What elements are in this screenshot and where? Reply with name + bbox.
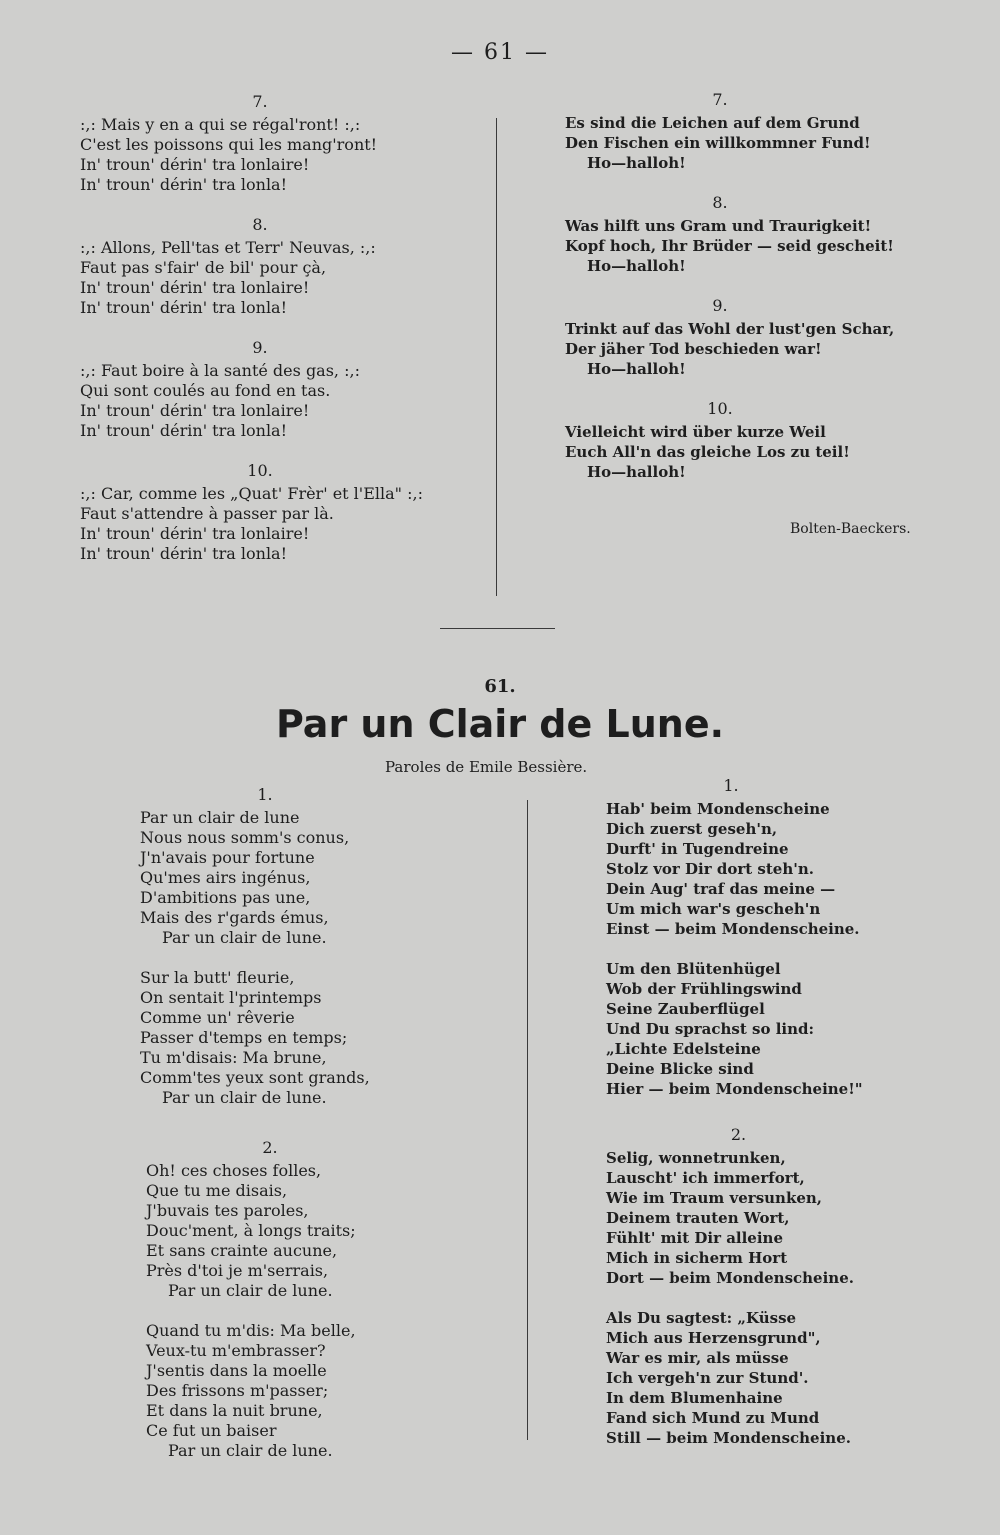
verse-line: Ho—halloh! bbox=[587, 360, 686, 378]
verse-line: Wob der Frühlingswind bbox=[606, 980, 802, 998]
verse-line: Es sind die Leichen auf dem Grund bbox=[565, 114, 860, 132]
verse-line: Veux-tu m'embrasser? bbox=[146, 1341, 326, 1360]
verse-line: Den Fischen ein willkommner Fund! bbox=[565, 134, 871, 152]
verse-line: Qui sont coulés au fond en tas. bbox=[80, 381, 331, 400]
verse-line: :,: Faut boire à la santé des gas, :,: bbox=[80, 361, 360, 380]
stanza bbox=[606, 799, 946, 939]
verse-line: Still — beim Mondenscheine. bbox=[606, 1429, 851, 1447]
verse-line: Deinem trauten Wort, bbox=[606, 1209, 790, 1227]
verse-line: :,: Car, comme les „Quat' Frèr' et l'Ella" :,: bbox=[80, 484, 423, 503]
author-signature: Bolten-Baeckers. bbox=[790, 521, 911, 537]
verse-line: Hier — beim Mondenscheine!" bbox=[606, 1080, 863, 1098]
verse-line: In' troun' dérin' tra lonla! bbox=[80, 421, 288, 440]
stanza-number: 2. bbox=[730, 1125, 747, 1144]
verse-line: In' troun' dérin' tra lonlaire! bbox=[80, 401, 310, 420]
verse-line: Nous nous somm's conus, bbox=[140, 828, 350, 847]
verse-line: Près d'toi je m'serrais, bbox=[146, 1261, 329, 1280]
stanza bbox=[140, 968, 500, 1108]
stanza bbox=[80, 484, 480, 564]
verse-line: In' troun' dérin' tra lonlaire! bbox=[80, 524, 310, 543]
verse-line: War es mir, als müsse bbox=[606, 1349, 789, 1367]
stanza-number: 10. bbox=[707, 399, 733, 418]
bottom-left-column bbox=[140, 785, 500, 1481]
stanza bbox=[80, 238, 480, 318]
song-title: Par un Clair de Lune. bbox=[275, 702, 725, 746]
verse-line: Ich vergeh'n zur Stund'. bbox=[606, 1369, 809, 1387]
verse-line: Um den Blütenhügel bbox=[606, 960, 781, 978]
verse-line: C'est les poissons qui les mang'ront! bbox=[80, 135, 378, 154]
verse-line: Als Du sagtest: „Küsse bbox=[606, 1309, 797, 1327]
page-number: — 61 — bbox=[451, 40, 549, 65]
verse-line: Que tu me disais, bbox=[146, 1181, 288, 1200]
verse-line: In dem Blumenhaine bbox=[606, 1389, 783, 1407]
top-right-column bbox=[565, 90, 945, 502]
verse-line: In' troun' dérin' tra lonlaire! bbox=[80, 155, 310, 174]
verse-line: Vielleicht wird über kurze Weil bbox=[565, 423, 826, 441]
verse-line: J'n'avais pour fortune bbox=[140, 848, 315, 867]
verse-line: Faut pas s'fair' de bil' pour çà, bbox=[80, 258, 327, 277]
verse-line: Ho—halloh! bbox=[587, 154, 686, 172]
verse-line: D'ambitions pas une, bbox=[140, 888, 311, 907]
verse-line: Comme un' rêverie bbox=[140, 1008, 295, 1027]
verse-line: :,: Allons, Pell'tas et Terr' Neuvas, :,: bbox=[80, 238, 376, 257]
verse-line: Seine Zauberflügel bbox=[606, 1000, 765, 1018]
stanza bbox=[140, 808, 500, 948]
stanza bbox=[565, 216, 945, 276]
verse-line: Ho—halloh! bbox=[587, 463, 686, 481]
verse-line: Faut s'attendre à passer par là. bbox=[80, 504, 334, 523]
verse-line: In' troun' dérin' tra lonla! bbox=[80, 544, 288, 563]
verse-line: Um mich war's gescheh'n bbox=[606, 900, 821, 918]
bottom-right-column bbox=[606, 776, 946, 1468]
stanza-number: 9. bbox=[252, 338, 268, 357]
stanza bbox=[140, 1321, 500, 1461]
verse-line: In' troun' dérin' tra lonla! bbox=[80, 175, 288, 194]
column-divider bbox=[527, 800, 528, 1440]
verse-line: Dich zuerst geseh'n, bbox=[606, 820, 778, 838]
verse-line: „Lichte Edelsteine bbox=[606, 1040, 761, 1058]
verse-line: Fühlt' mit Dir alleine bbox=[606, 1229, 783, 1247]
verse-refrain: Par un clair de lune. bbox=[162, 928, 327, 947]
verse-line: Ho—halloh! bbox=[587, 257, 686, 275]
stanza bbox=[565, 422, 945, 482]
verse-line: Tu m'disais: Ma brune, bbox=[140, 1048, 327, 1067]
stanza-number: 2. bbox=[262, 1138, 278, 1157]
verse-line: Trinkt auf das Wohl der lust'gen Schar, bbox=[565, 320, 895, 338]
verse-line: Kopf hoch, Ihr Brüder — seid gescheit! bbox=[565, 237, 894, 255]
verse-line: Fand sich Mund zu Mund bbox=[606, 1409, 820, 1427]
verse-line: J'buvais tes paroles, bbox=[146, 1201, 309, 1220]
stanza-number: 1. bbox=[257, 785, 273, 804]
verse-line: Par un clair de lune bbox=[140, 808, 300, 827]
stanza bbox=[606, 1308, 946, 1448]
verse-line: Euch All'n das gleiche Los zu teil! bbox=[565, 443, 850, 461]
stanza-number: 9. bbox=[712, 296, 728, 315]
stanza-number: 7. bbox=[712, 90, 728, 109]
stanza-number: 10. bbox=[247, 461, 273, 480]
top-left-column bbox=[80, 92, 480, 584]
stanza bbox=[140, 1161, 500, 1301]
section-divider bbox=[440, 628, 555, 629]
song-number: 61. bbox=[484, 676, 516, 697]
verse-line: Oh! ces choses folles, bbox=[146, 1161, 322, 1180]
verse-line: Und Du sprachst so lind: bbox=[606, 1020, 815, 1038]
stanza bbox=[606, 959, 946, 1099]
verse-line: Et dans la nuit brune, bbox=[146, 1401, 323, 1420]
verse-line: Dein Aug' traf das meine — bbox=[606, 880, 836, 898]
verse-line: Hab' beim Mondenscheine bbox=[606, 800, 830, 818]
verse-line: Durft' in Tugendreine bbox=[606, 840, 789, 858]
verse-line: Des frissons m'passer; bbox=[146, 1381, 329, 1400]
verse-line: Dort — beim Mondenscheine. bbox=[606, 1269, 854, 1287]
stanza bbox=[565, 113, 945, 173]
column-divider bbox=[496, 118, 497, 596]
verse-refrain: Par un clair de lune. bbox=[168, 1441, 333, 1460]
verse-line: Wie im Traum versunken, bbox=[606, 1189, 823, 1207]
verse-line: Qu'mes airs ingénus, bbox=[140, 868, 311, 887]
stanza bbox=[80, 115, 480, 195]
stanza-number: 7. bbox=[252, 92, 268, 111]
verse-line: On sentait l'printemps bbox=[140, 988, 322, 1007]
stanza bbox=[565, 319, 945, 379]
verse-line: Selig, wonnetrunken, bbox=[606, 1149, 786, 1167]
verse-refrain: Par un clair de lune. bbox=[162, 1088, 327, 1107]
verse-line: Lauscht' ich immerfort, bbox=[606, 1169, 805, 1187]
verse-line: Sur la butt' fleurie, bbox=[140, 968, 295, 987]
stanza bbox=[606, 1148, 946, 1288]
verse-line: Deine Blicke sind bbox=[606, 1060, 754, 1078]
verse-line: Douc'ment, à longs traits; bbox=[146, 1221, 356, 1240]
verse-line: Mich in sicherm Hort bbox=[606, 1249, 788, 1267]
verse-line: Der jäher Tod beschieden war! bbox=[565, 340, 822, 358]
verse-line: J'sentis dans la moelle bbox=[146, 1361, 327, 1380]
verse-line: In' troun' dérin' tra lonla! bbox=[80, 298, 288, 317]
verse-line: Mais des r'gards émus, bbox=[140, 908, 329, 927]
verse-line: Ce fut un baiser bbox=[146, 1421, 277, 1440]
verse-refrain: Par un clair de lune. bbox=[168, 1281, 333, 1300]
verse-line: Stolz vor Dir dort steh'n. bbox=[606, 860, 814, 878]
verse-line: Was hilft uns Gram und Traurigkeit! bbox=[565, 217, 872, 235]
verse-line: :,: Mais y en a qui se régal'ront! :,: bbox=[80, 115, 361, 134]
stanza bbox=[80, 361, 480, 441]
song-author: Paroles de Emile Bessière. bbox=[385, 758, 588, 776]
verse-line: Comm'tes yeux sont grands, bbox=[140, 1068, 370, 1087]
stanza-number: 8. bbox=[252, 215, 268, 234]
verse-line: Quand tu m'dis: Ma belle, bbox=[146, 1321, 356, 1340]
verse-line: In' troun' dérin' tra lonlaire! bbox=[80, 278, 310, 297]
verse-line: Einst — beim Mondenscheine. bbox=[606, 920, 860, 938]
verse-line: Passer d'temps en temps; bbox=[140, 1028, 348, 1047]
stanza-number: 1. bbox=[723, 776, 739, 795]
verse-line: Mich aus Herzensgrund", bbox=[606, 1329, 821, 1347]
stanza-number: 8. bbox=[712, 193, 728, 212]
verse-line: Et sans crainte aucune, bbox=[146, 1241, 338, 1260]
